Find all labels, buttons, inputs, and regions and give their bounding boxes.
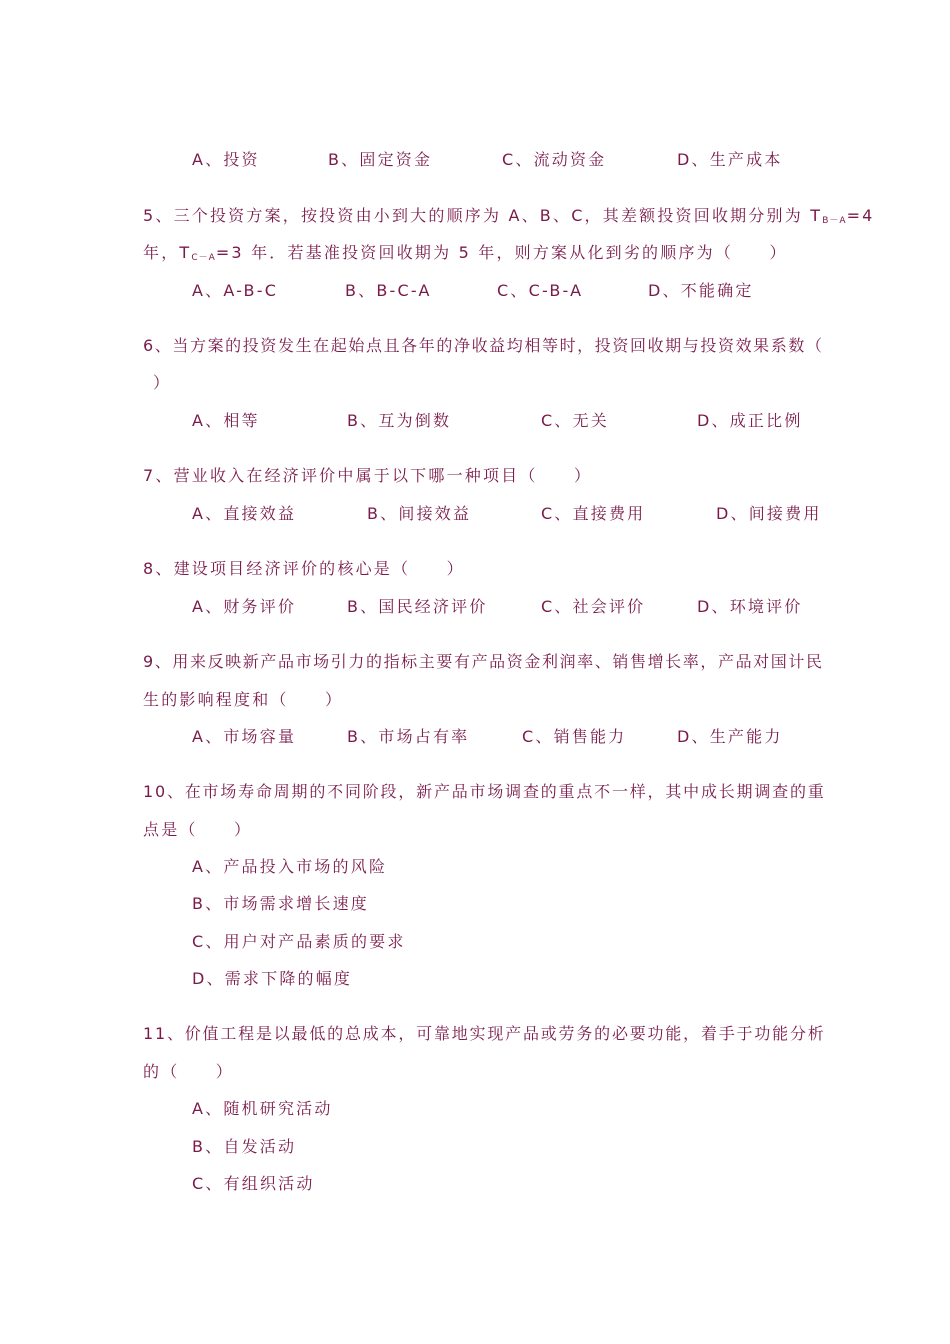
q9-option-d: D、生产能力: [677, 727, 783, 746]
q8-option-c: C、社会评价: [541, 597, 646, 616]
q5-text-c: 年，T: [143, 243, 192, 262]
q7-option-c: C、直接费用: [541, 504, 646, 523]
q9-option-c: C、销售能力: [522, 727, 627, 746]
q10-option-a: A、产品投入市场的风险: [192, 857, 388, 876]
q11-option-a: A、随机研究活动: [192, 1099, 333, 1118]
q5-option-c: C、C-B-A: [497, 281, 584, 300]
q5-stem-line-2: [143, 243, 863, 268]
q6-stem-line-1: 6、当方案的投资发生在起始点且各年的净收益均相等时，投资回收期与投资效果系数（: [143, 336, 824, 355]
q9-stem-line-1: 9、用来反映新产品市场引力的指标主要有产品资金利润率、销售增长率，产品对国计民: [143, 652, 824, 671]
q5-option-a: A、A-B-C: [192, 281, 279, 300]
q4-option-c: C、流动资金: [502, 150, 607, 169]
q6-option-b: B、互为倒数: [347, 411, 452, 430]
q9-option-a: A、市场容量: [192, 727, 297, 746]
q6-option-c: C、无关: [541, 411, 609, 430]
q5-option-b: B、B-C-A: [345, 281, 432, 300]
q9-stem-line-2: 生的影响程度和（ ）: [143, 690, 344, 709]
q10-option-b: B、市场需求增长速度: [192, 894, 369, 913]
q5-stem-line-1: [143, 206, 875, 231]
q5-option-d: D、不能确定: [648, 281, 754, 300]
q11-stem-line-2: 的（ ）: [143, 1062, 235, 1081]
q8-option-a: A、财务评价: [192, 597, 297, 616]
q11-option-b: B、自发活动: [192, 1137, 297, 1156]
q10-option-c: C、用户对产品素质的要求: [192, 932, 406, 951]
q6-option-d: D、成正比例: [697, 411, 803, 430]
q6-option-a: A、相等: [192, 411, 260, 430]
q7-option-d: D、间接费用: [716, 504, 822, 523]
q5-subscript-ba: B－A: [822, 216, 847, 226]
q7-option-b: B、间接效益: [367, 504, 472, 523]
q5-text-b: =4: [846, 206, 875, 225]
q8-option-d: D、环境评价: [697, 597, 803, 616]
q4-option-d: D、生产成本: [677, 150, 783, 169]
q10-option-d: D、需求下降的幅度: [192, 969, 353, 988]
q5-subscript-ca: C－A: [191, 253, 216, 263]
q9-option-b: B、市场占有率: [347, 727, 470, 746]
q11-option-c: C、有组织活动: [192, 1174, 315, 1193]
q8-stem: 8、建设项目经济评价的核心是（ ）: [143, 559, 465, 578]
q10-stem-line-2: 点是（ ）: [143, 820, 253, 839]
q6-stem-line-2: ）: [153, 373, 172, 392]
q4-option-a: A、投资: [192, 150, 260, 169]
q5-text-d: =3 年．若基准投资回收期为 5 年，则方案从化到劣的顺序为（ ）: [215, 243, 788, 262]
q10-stem-line-1: 10、在市场寿命周期的不同阶段，新产品市场调查的重点不一样，其中成长期调查的重: [143, 782, 826, 801]
q7-option-a: A、直接效益: [192, 504, 297, 523]
q5-text-a: 5、三个投资方案，按投资由小到大的顺序为 A、B、C，其差额投资回收期分别为 T: [143, 206, 823, 225]
q8-option-b: B、国民经济评价: [347, 597, 488, 616]
q7-stem: 7、营业收入在经济评价中属于以下哪一种项目（ ）: [143, 466, 593, 485]
q4-option-b: B、固定资金: [328, 150, 433, 169]
q11-stem-line-1: 11、价值工程是以最低的总成本，可靠地实现产品或劳务的必要功能，着手于功能分析: [143, 1024, 826, 1043]
